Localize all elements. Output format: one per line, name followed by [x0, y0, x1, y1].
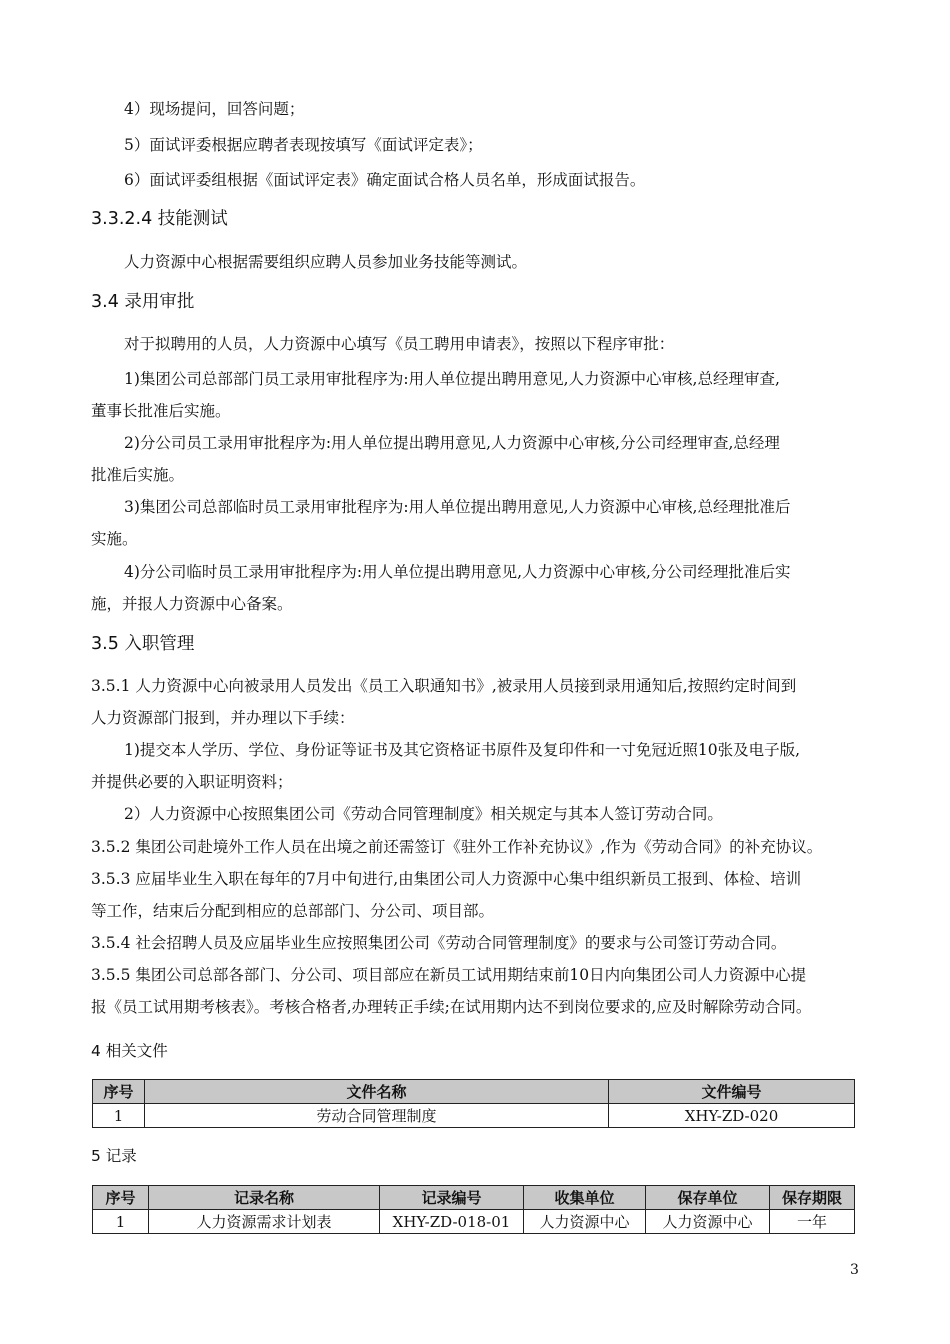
column-header: 收集单位: [524, 1186, 646, 1210]
table-cell: 劳动合同管理制度: [145, 1104, 609, 1128]
paragraph: 2)分公司员工录用审批程序为:用人单位提出聘用意见,人力资源中心审核,分公司经理审查,总经理: [124, 434, 780, 452]
paragraph: 3)集团公司总部临时员工录用审批程序为:用人单位提出聘用意见,人力资源中心审核,总经理批准后: [124, 498, 791, 516]
section-heading: 5 记录: [91, 1147, 137, 1165]
paragraph: 3.5.4 社会招聘人员及应届毕业生应按照集团公司《劳动合同管理制度》的要求与公司签订劳动合同。: [91, 934, 787, 952]
list-item: 6）面试评委组根据《面试评定表》确定面试合格人员名单，形成面试报告。: [124, 171, 646, 189]
column-header: 保存期限: [770, 1186, 855, 1210]
table-cell: 人力资源需求计划表: [149, 1210, 380, 1234]
table-cell: 一年: [770, 1210, 855, 1234]
table-cell: 人力资源中心: [524, 1210, 646, 1234]
table-cell: 1: [93, 1104, 145, 1128]
list-item: 4）现场提问，回答问题；: [124, 100, 305, 118]
column-header: 文件名称: [145, 1080, 609, 1104]
column-header: 记录名称: [149, 1186, 380, 1210]
table-cell: XHY-ZD-020: [609, 1104, 855, 1128]
table-header-row: [93, 1186, 855, 1210]
section-heading: 4 相关文件: [91, 1042, 168, 1060]
paragraph: 等工作，结束后分配到相应的总部部门、分公司、项目部。: [91, 902, 495, 920]
table-cell: 人力资源中心: [646, 1210, 770, 1234]
table-cell: XHY-ZD-018-01: [380, 1210, 524, 1234]
paragraph: 2）人力资源中心按照集团公司《劳动合同管理制度》相关规定与其本人签订劳动合同。: [124, 805, 723, 823]
paragraph: 3.5.5 集团公司总部各部门、分公司、项目部应在新员工试用期结束前10日内向集团公司人力资源中心提: [91, 966, 807, 984]
paragraph: 批准后实施。: [91, 466, 185, 484]
table-row: [93, 1210, 855, 1234]
paragraph: 董事长批准后实施。: [91, 402, 231, 420]
paragraph: 对于拟聘用的人员，人力资源中心填写《员工聘用申请表》，按照以下程序审批：: [124, 335, 675, 353]
table-header-row: [93, 1080, 855, 1104]
column-header: 记录编号: [380, 1186, 524, 1210]
paragraph: 并提供必要的入职证明资料；: [91, 773, 293, 791]
paragraph: 4)分公司临时员工录用审批程序为:用人单位提出聘用意见,人力资源中心审核,分公司经理批准后实: [124, 563, 791, 581]
paragraph: 实施。: [91, 530, 138, 548]
paragraph: 3.5.2 集团公司赴境外工作人员在出境之前还需签订《驻外工作补充协议》,作为《劳动合同》的补充协议。: [91, 838, 823, 856]
paragraph: 1)集团公司总部部门员工录用审批程序为:用人单位提出聘用意见,人力资源中心审核,总经理审查,: [124, 370, 780, 388]
paragraph: 报《员工试用期考核表》。考核合格者,办理转正手续;在试用期内达不到岗位要求的,应及时解除劳动合同。: [91, 998, 812, 1016]
column-header: 文件编号: [609, 1080, 855, 1104]
paragraph: 3.5.3 应届毕业生入职在每年的7月中旬进行,由集团公司人力资源中心集中组织新员工报到、体检、培训: [91, 870, 802, 888]
paragraph: 1)提交本人学历、学位、身份证等证书及其它资格证书原件及复印件和一寸免冠近照10张及电子版,: [124, 741, 801, 759]
section-heading: 3.3.2.4 技能测试: [91, 209, 228, 229]
section-heading: 3.5 入职管理: [91, 634, 195, 654]
list-item: 5）面试评委根据应聘者表现按填写《面试评定表》；: [124, 136, 483, 154]
paragraph: 施，并报人力资源中心备案。: [91, 595, 293, 613]
column-header: 序号: [93, 1080, 145, 1104]
paragraph: 人力资源中心根据需要组织应聘人员参加业务技能等测试。: [124, 253, 528, 271]
section-heading: 3.4 录用审批: [91, 292, 195, 312]
table-cell: 1: [93, 1210, 149, 1234]
table-row: [93, 1104, 855, 1128]
records-table: [92, 1185, 855, 1234]
related-documents-table: [92, 1079, 855, 1128]
paragraph: 3.5.1 人力资源中心向被录用人员发出《员工入职通知书》,被录用人员接到录用通知后,按照约定时间到: [91, 677, 797, 695]
column-header: 序号: [93, 1186, 149, 1210]
column-header: 保存单位: [646, 1186, 770, 1210]
page-number: 3: [850, 1262, 859, 1278]
paragraph: 人力资源部门报到，并办理以下手续：: [91, 709, 355, 727]
